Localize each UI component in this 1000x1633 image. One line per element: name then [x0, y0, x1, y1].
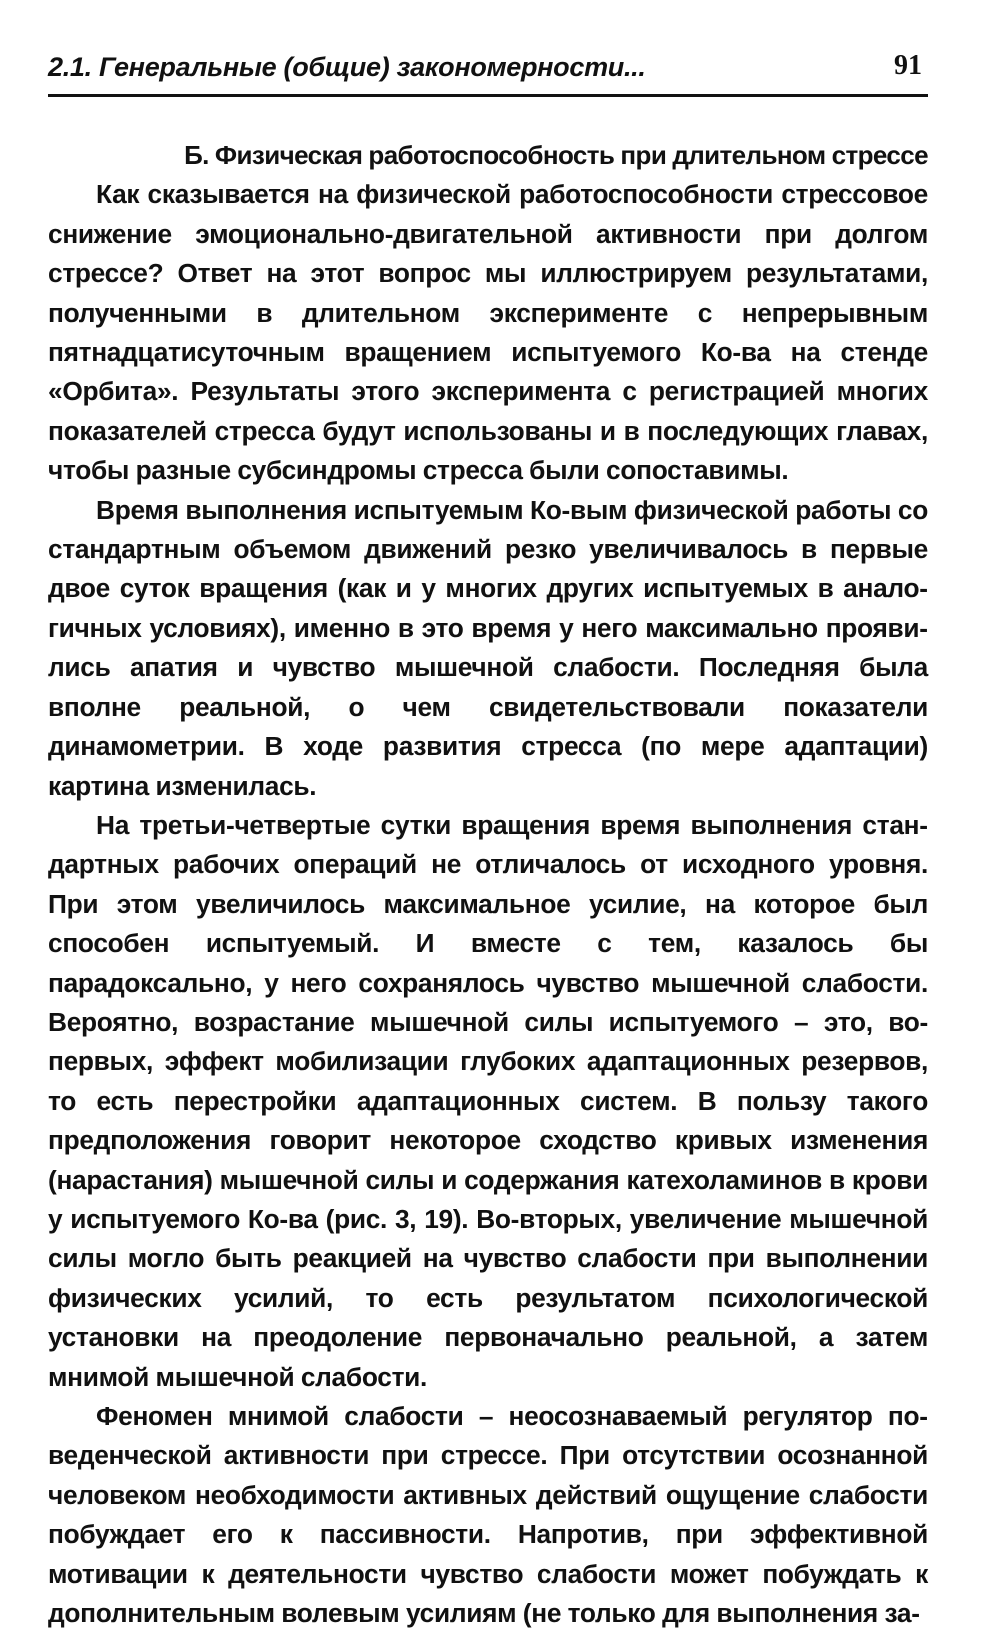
paragraph-4 — [48, 1397, 928, 1633]
phenomenon-term: Феномен мнимой слабости — [96, 1401, 464, 1431]
section-heading: Б. Физическая работоспособность при длительном стрессе — [184, 140, 928, 170]
page-number: 91 — [894, 50, 922, 81]
paragraph-1: Как сказывается на физической работоспособности стрессовое снижение эмоционально-двигательной активности при долгом стрессе? Ответ на этот вопрос мы иллюстрируем результатами, полученными в длительном эксперименте с непрерывным пятнадцатисуточным вращением испытуемого Ко-ва на стенде «Орбита». Результаты этого эксперимента с регистрацией многих показателей стресса будут использованы и в последующих главах, чтобы разные субсиндромы стресса были сопоставимы. — [48, 179, 928, 486]
paragraph-2: Время выполнения испытуемым Ко-вым физической работы со стандартным объемом движений резко увеличивалось в первые двое суток вращения (как и у многих других испытуемых в аналогичных условиях), именно в это время у него максимально проявились апатия и чувство мышечной слабости. Последняя была вполне реальной, о чем свидетельствовали показатели динамометрии. В ходе развития стресса (по мере адаптации) картина изменилась. — [48, 494, 928, 801]
paragraph-3: На третьи-четвертые сутки вращения время выполнения стандартных рабочих операций не отличалось от исходного уровня. При этом увеличилось максимальное усилие, на которое был способен испытуемый. И вместе с тем, казалось бы парадоксально, у него сохранялось чувство мышечной слабости. Вероятно, возрастание мышечной силы испытуемого – это, во-первых, эффект мобилизации глубоких адаптационных резервов, то есть перестройки адаптационных систем. В пользу такого предположения говорит некоторое сходство кривых изменения (нарастания) мышечной силы и содержания катехоламинов в крови у испытуемого Ко-ва (рис. 3, 19). Во-вторых, увеличение мышечной силы могло быть реакцией на чувство слабости при выполнении физических усилий, то есть результатом психологической установки на преодоление первоначально реальной, а затем мнимой мышечной слабости. — [48, 809, 928, 1392]
main-text — [48, 136, 928, 1633]
running-title: 2.1. Генеральные (общие) закономерности... — [48, 52, 646, 82]
book-page — [48, 40, 928, 1629]
paragraph-4-text: – неосознаваемый регулятор поведенческой активности при стрессе. При отсутствии осознанной человеком необходимости активных действий ощущение слабости побуждает его к пассивности. Напротив, при эффективной мотивации к деятельности чувство слабости может побуждать к дополнительным волевым усилиям (не только для выполнения за- — [48, 1401, 928, 1629]
running-header — [48, 40, 928, 97]
